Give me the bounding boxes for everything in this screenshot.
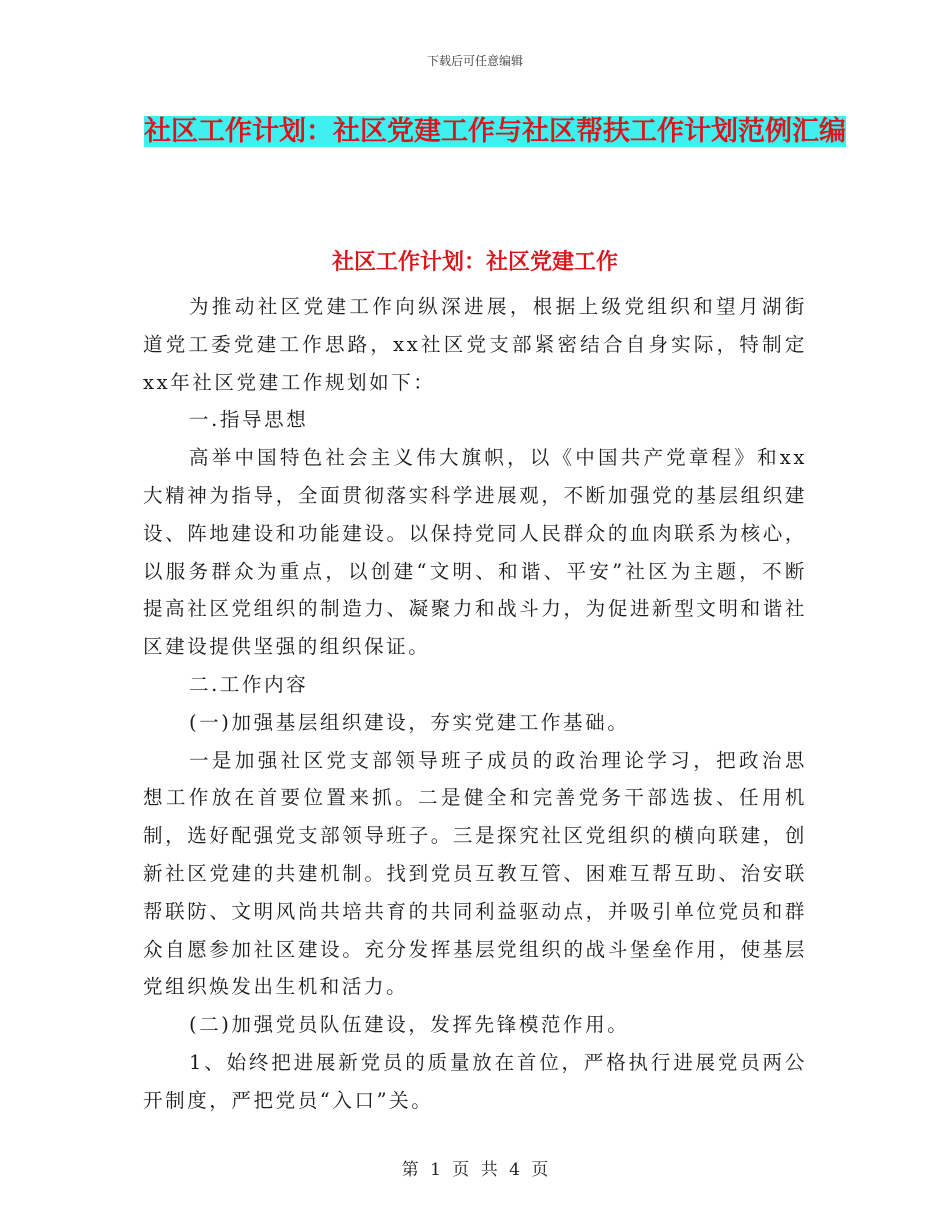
document-title-highlight: 社区工作计划：社区党建工作与社区帮扶工作计划范例汇编 <box>144 116 846 147</box>
subheading-members: (二)加强党员队伍建设，发挥先锋模范作用。 <box>189 1013 630 1037</box>
document-title <box>140 108 850 156</box>
paragraph-members-1: 1、始终把进展新党员的质量放在首位，严格执行进展党员两公开制度，严把党员“入口”关。 <box>143 1050 807 1112</box>
paragraph-organization: 一是加强社区党支部领导班子成员的政治理论学习，把政治思想工作放在首要位置来抓。二是健全和完善党务干部选拔、任用机制，选好配强党支部领导班子。三是探究社区党组织的横向联建，创新社区党建的共建机制。找到党员互教互管、困难互帮互助、治安联帮联防、文明风尚共培共育的共同利益驱动点，并吸引单位党员和群众自愿参加社区建设。充分发挥基层党组织的战斗堡垒作用，使基层党组织焕发出生机和活力。 <box>143 748 807 999</box>
subheading-organization: (一)加强基层组织建设，夯实党建工作基础。 <box>189 710 630 734</box>
paragraph-intro: 为推动社区党建工作向纵深进展，根据上级党组织和望月湖街道党工委党建工作思路，xx社区党支部紧密结合自身实际，特制定xx年社区党建工作规划如下： <box>143 295 807 394</box>
heading-guiding-ideology: 一.指导思想 <box>189 408 309 432</box>
page-header-note: 下载后可任意编辑 <box>426 54 523 68</box>
section-title: 社区工作计划：社区党建工作 <box>331 249 618 275</box>
page-footer: 第 1 页 共 4 页 <box>401 1160 549 1180</box>
body-text <box>143 288 807 1120</box>
paragraph-guiding-ideology: 高举中国特色社会主义伟大旗帜，以《中国共产党章程》和xx大精神为指导，全面贯彻落实科学进展观，不断加强党的基层组织建设、阵地建设和功能建设。以保持党同人民群众的血肉联系为核心，以服务群众为重点，以创建“文明、和谐、平安”社区为主题，不断提高社区党组织的制造力、凝聚力和战斗力，为促进新型文明和谐社区建设提供坚强的组织保证。 <box>143 446 807 659</box>
heading-work-content: 二.工作内容 <box>189 672 309 696</box>
